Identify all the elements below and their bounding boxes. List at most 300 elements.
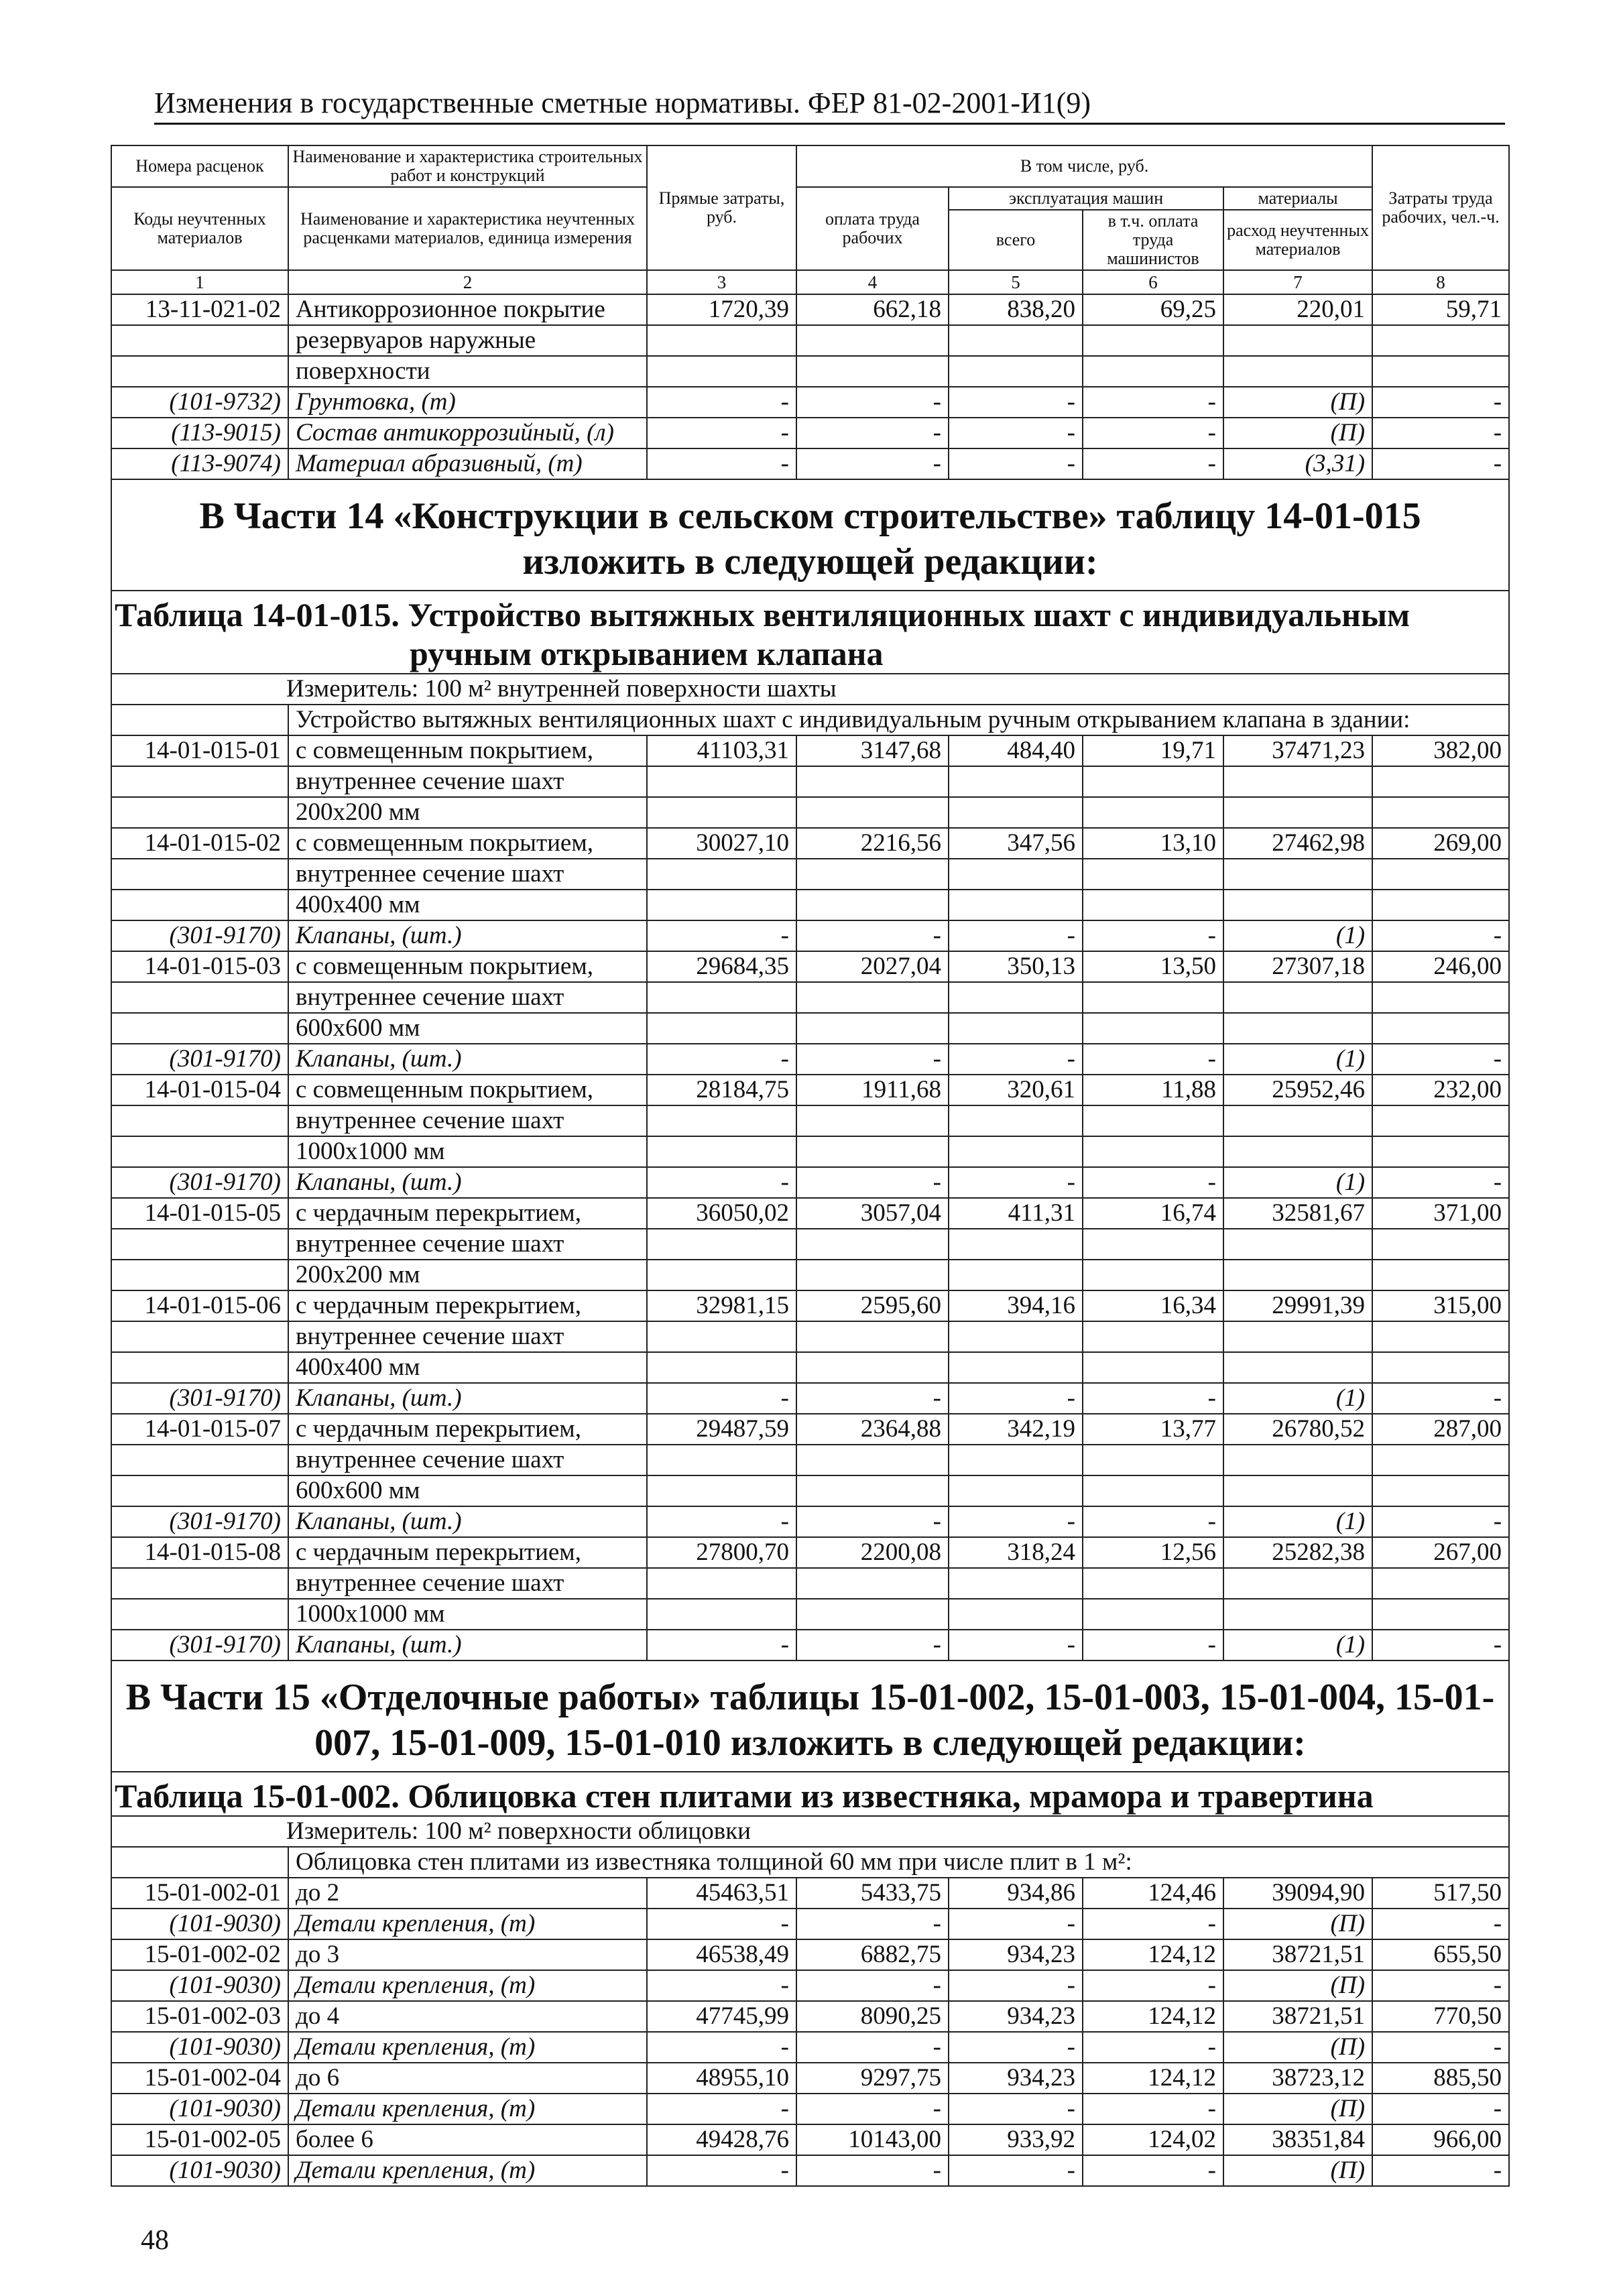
cell-value bbox=[1083, 797, 1223, 828]
cell-value bbox=[1372, 982, 1509, 1013]
cell-value: - bbox=[796, 2094, 949, 2124]
part15-rows bbox=[111, 1878, 1509, 2186]
cell-value: 32981,15 bbox=[647, 1290, 796, 1321]
cell-value bbox=[796, 1260, 949, 1290]
cell-code: (113-9074) bbox=[111, 448, 288, 479]
cell-name: с совмещенным покрытием, bbox=[288, 828, 647, 859]
cell-value: - bbox=[647, 2032, 796, 2063]
table-row bbox=[111, 1290, 1509, 1321]
table-row bbox=[111, 890, 1509, 920]
table-row bbox=[111, 1075, 1509, 1105]
cell-value bbox=[1083, 1445, 1223, 1475]
cell-name: Материал абразивный, (т) bbox=[288, 448, 647, 479]
cell-value bbox=[1083, 1352, 1223, 1383]
cell-value bbox=[1083, 325, 1223, 356]
table-head bbox=[111, 145, 1509, 294]
cell-value: 32581,67 bbox=[1223, 1198, 1372, 1229]
cell-name: 1000x1000 мм bbox=[288, 1599, 647, 1630]
table-14-01-015-subheader: Устройство вытяжных вентиляционных шахт с индивидуальным ручным открыванием клапана в здании: bbox=[288, 705, 1509, 735]
material-row bbox=[111, 418, 1509, 448]
cell-code: 14-01-015-07 bbox=[111, 1414, 288, 1445]
table-row bbox=[111, 1475, 1509, 1506]
table-15-01-002-measure: Измеритель: 100 м² поверхности облицовки bbox=[111, 1816, 1509, 1847]
cell-value bbox=[949, 797, 1083, 828]
cell-value bbox=[647, 1352, 796, 1383]
cell-value: (1) bbox=[1223, 1044, 1372, 1075]
cell-value: (П) bbox=[1223, 387, 1372, 418]
col-number: 1 bbox=[111, 270, 288, 294]
material-row bbox=[111, 1044, 1509, 1075]
cell-value bbox=[1223, 890, 1372, 920]
cell-value: - bbox=[647, 1909, 796, 1939]
cell-value: 934,23 bbox=[949, 1939, 1083, 1970]
cell-value: - bbox=[1083, 1970, 1223, 2001]
cell-value: - bbox=[647, 1167, 796, 1198]
machines-header: эксплуатация машин bbox=[949, 187, 1223, 210]
cell-value bbox=[796, 766, 949, 797]
cell-code: 14-01-015-01 bbox=[111, 735, 288, 766]
cell-value bbox=[1083, 982, 1223, 1013]
cell-value: - bbox=[1083, 1909, 1223, 1939]
cell-name: до 6 bbox=[288, 2063, 647, 2094]
cell-value: - bbox=[796, 1630, 949, 1660]
table-row bbox=[111, 1352, 1509, 1383]
cell-value bbox=[1083, 766, 1223, 797]
cell-value bbox=[796, 1229, 949, 1260]
cell-value: 655,50 bbox=[1372, 1939, 1509, 1970]
cell-value: - bbox=[949, 2155, 1083, 2186]
cell-value: 69,25 bbox=[1083, 294, 1223, 325]
cell-name: внутреннее сечение шахт bbox=[288, 1568, 647, 1599]
cell-code: (101-9030) bbox=[111, 2032, 288, 2063]
cell-value: - bbox=[949, 2032, 1083, 2063]
cell-value: - bbox=[796, 1909, 949, 1939]
cell-code: (301-9170) bbox=[111, 1167, 288, 1198]
material-row bbox=[111, 2094, 1509, 2124]
col-number: 8 bbox=[1372, 270, 1509, 294]
cell-value bbox=[647, 1260, 796, 1290]
cell-value: 124,12 bbox=[1083, 1939, 1223, 1970]
cell-value bbox=[1083, 1260, 1223, 1290]
cell-value: - bbox=[949, 1506, 1083, 1537]
cell-value: - bbox=[1083, 1630, 1223, 1660]
cell-value: 38351,84 bbox=[1223, 2124, 1372, 2155]
cell-value: - bbox=[796, 2155, 949, 2186]
cell-value: 662,18 bbox=[796, 294, 949, 325]
cell-code bbox=[111, 1568, 288, 1599]
title-line-1: Таблица 14-01-015. Устройство вытяжных вентиляционных шахт с индивидуальным bbox=[115, 596, 1410, 633]
cell-value: (П) bbox=[1223, 418, 1372, 448]
running-header: Изменения в государственные сметные нормативы. ФЕР 81-02-2001-И1(9) bbox=[154, 86, 1505, 125]
cell-value bbox=[1083, 1105, 1223, 1136]
cell-value: 5433,75 bbox=[796, 1878, 949, 1909]
cell-code: 14-01-015-05 bbox=[111, 1198, 288, 1229]
cell-value: - bbox=[949, 920, 1083, 951]
cell-name: Детали крепления, (т) bbox=[288, 2094, 647, 2124]
cell-value: 16,74 bbox=[1083, 1198, 1223, 1229]
cell-value bbox=[796, 1013, 949, 1044]
cell-value: - bbox=[1372, 448, 1509, 479]
cell-value: 371,00 bbox=[1372, 1198, 1509, 1229]
cell-value bbox=[796, 982, 949, 1013]
cell-name: внутреннее сечение шахт bbox=[288, 1105, 647, 1136]
cell-value: 29991,39 bbox=[1223, 1290, 1372, 1321]
table-row bbox=[111, 735, 1509, 766]
cell-value bbox=[1083, 1013, 1223, 1044]
cell-value: - bbox=[949, 418, 1083, 448]
col2-header-top: Наименование и характеристика строительных работ и конструкций bbox=[288, 145, 647, 187]
cell-value: - bbox=[1083, 2094, 1223, 2124]
cell-value: - bbox=[1372, 1630, 1509, 1660]
cell-value bbox=[796, 1136, 949, 1167]
cell-value: - bbox=[1083, 1167, 1223, 1198]
cell-value: - bbox=[1372, 1970, 1509, 2001]
cell-value: - bbox=[949, 1970, 1083, 2001]
cell-value bbox=[796, 859, 949, 890]
cell-value bbox=[1083, 1475, 1223, 1506]
col-number: 5 bbox=[949, 270, 1083, 294]
cell-code bbox=[111, 797, 288, 828]
cell-value bbox=[1083, 356, 1223, 387]
cell-code: (101-9030) bbox=[111, 1909, 288, 1939]
col7-header: расход неучтенных материалов bbox=[1223, 210, 1372, 270]
material-row bbox=[111, 1909, 1509, 1939]
cell-code: 14-01-015-06 bbox=[111, 1290, 288, 1321]
cell-value: (3,31) bbox=[1223, 448, 1372, 479]
cell-value: - bbox=[1372, 2094, 1509, 2124]
cell-value bbox=[949, 356, 1083, 387]
title-line-2: ручным открыванием клапана bbox=[410, 635, 884, 672]
cell-value bbox=[949, 1321, 1083, 1352]
cell-value bbox=[1223, 982, 1372, 1013]
cell-code bbox=[111, 1013, 288, 1044]
cell-code: 14-01-015-08 bbox=[111, 1537, 288, 1568]
cell-name: 400x400 мм bbox=[288, 1352, 647, 1383]
page-number: 48 bbox=[141, 2225, 169, 2256]
cell-value: 966,00 bbox=[1372, 2124, 1509, 2155]
cell-value bbox=[1372, 1229, 1509, 1260]
cell-value: - bbox=[796, 1383, 949, 1414]
cell-value: 2364,88 bbox=[796, 1414, 949, 1445]
cell-value bbox=[647, 325, 796, 356]
col4-header: оплата труда рабочих bbox=[796, 187, 949, 270]
cell-value: 30027,10 bbox=[647, 828, 796, 859]
cell-name: резервуаров наружные bbox=[288, 325, 647, 356]
cell-name: Клапаны, (шт.) bbox=[288, 1167, 647, 1198]
cell-value: 29487,59 bbox=[647, 1414, 796, 1445]
part14-intro bbox=[111, 479, 1509, 735]
cell-value bbox=[949, 1445, 1083, 1475]
cell-code bbox=[111, 1229, 288, 1260]
cell-code: 15-01-002-02 bbox=[111, 1939, 288, 1970]
cell-name: 600x600 мм bbox=[288, 1475, 647, 1506]
cell-value: 2027,04 bbox=[796, 951, 949, 982]
cell-name: внутреннее сечение шахт bbox=[288, 982, 647, 1013]
cell-value bbox=[949, 1599, 1083, 1630]
cell-code bbox=[111, 1352, 288, 1383]
cell-value bbox=[1372, 890, 1509, 920]
cell-value: 12,56 bbox=[1083, 1537, 1223, 1568]
cell-value: (1) bbox=[1223, 1630, 1372, 1660]
table-row bbox=[111, 1445, 1509, 1475]
cell-value bbox=[1223, 1229, 1372, 1260]
table-row bbox=[111, 797, 1509, 828]
cell-value bbox=[647, 766, 796, 797]
cell-value bbox=[647, 356, 796, 387]
cell-code bbox=[111, 1445, 288, 1475]
cell-value: - bbox=[1372, 1506, 1509, 1537]
cell-value: 347,56 bbox=[949, 828, 1083, 859]
cell-value: - bbox=[1372, 387, 1509, 418]
cell-code: (113-9015) bbox=[111, 418, 288, 448]
table-row bbox=[111, 1013, 1509, 1044]
cell-value: 11,88 bbox=[1083, 1075, 1223, 1105]
cell-value bbox=[1083, 859, 1223, 890]
cell-value bbox=[949, 1352, 1083, 1383]
cell-value: 484,40 bbox=[949, 735, 1083, 766]
cell-value bbox=[949, 325, 1083, 356]
cell-value: (1) bbox=[1223, 1167, 1372, 1198]
cell-value: - bbox=[1372, 920, 1509, 951]
cell-value bbox=[949, 1105, 1083, 1136]
cell-value bbox=[1372, 1599, 1509, 1630]
cell-value: 3147,68 bbox=[796, 735, 949, 766]
cell-value bbox=[1083, 1229, 1223, 1260]
cell-value: - bbox=[949, 2094, 1083, 2124]
cell-code bbox=[111, 325, 288, 356]
cell-code bbox=[111, 766, 288, 797]
cell-name: 200x200 мм bbox=[288, 797, 647, 828]
cell-value bbox=[647, 890, 796, 920]
cell-value bbox=[1223, 1352, 1372, 1383]
cell-value: (П) bbox=[1223, 2094, 1372, 2124]
material-row bbox=[111, 1383, 1509, 1414]
material-row bbox=[111, 1630, 1509, 1660]
cell-value: 1720,39 bbox=[647, 294, 796, 325]
cell-value: (П) bbox=[1223, 2155, 1372, 2186]
cell-value: 934,23 bbox=[949, 2063, 1083, 2094]
cell-value bbox=[796, 356, 949, 387]
cell-value: 838,20 bbox=[949, 294, 1083, 325]
cell-value: - bbox=[647, 1970, 796, 2001]
cell-value: 10143,00 bbox=[796, 2124, 949, 2155]
cell-code: 15-01-002-04 bbox=[111, 2063, 288, 2094]
cell-value bbox=[796, 1105, 949, 1136]
cell-value bbox=[647, 1475, 796, 1506]
cell-value: 13,10 bbox=[1083, 828, 1223, 859]
cell-value: - bbox=[1372, 418, 1509, 448]
cell-value bbox=[1372, 797, 1509, 828]
material-row bbox=[111, 387, 1509, 418]
cell-code: (101-9030) bbox=[111, 1970, 288, 2001]
cell-value bbox=[1223, 797, 1372, 828]
cell-value bbox=[1372, 1321, 1509, 1352]
cell-value: - bbox=[949, 1383, 1083, 1414]
cell-value: - bbox=[1083, 1044, 1223, 1075]
col3-header: Прямые затраты, руб. bbox=[647, 145, 796, 270]
part14-banner: В Части 14 «Конструкции в сельском строительстве» таблицу 14-01-015 изложить в следующей редакции: bbox=[111, 479, 1509, 591]
cell-value bbox=[1223, 356, 1372, 387]
table-row bbox=[111, 356, 1509, 387]
cell-value: - bbox=[1083, 448, 1223, 479]
cell-code: 15-01-002-01 bbox=[111, 1878, 288, 1909]
part14-rows bbox=[111, 735, 1509, 1660]
cell-code: 14-01-015-03 bbox=[111, 951, 288, 982]
cell-name: с чердачным перекрытием, bbox=[288, 1290, 647, 1321]
cell-value bbox=[796, 1568, 949, 1599]
cell-value: 934,86 bbox=[949, 1878, 1083, 1909]
cell-value bbox=[647, 1445, 796, 1475]
cell-value bbox=[949, 890, 1083, 920]
cell-name: более 6 bbox=[288, 2124, 647, 2155]
cell-value: - bbox=[1372, 1383, 1509, 1414]
cell-value: - bbox=[647, 2094, 796, 2124]
cell-value: - bbox=[647, 448, 796, 479]
block-13-rows bbox=[111, 294, 1509, 479]
cell-value bbox=[1372, 1568, 1509, 1599]
cell-value bbox=[1372, 1105, 1509, 1136]
cell-value bbox=[1083, 890, 1223, 920]
cell-name: с совмещенным покрытием, bbox=[288, 951, 647, 982]
cell-value: (П) bbox=[1223, 2032, 1372, 2063]
cell-value bbox=[1223, 1568, 1372, 1599]
cell-value: - bbox=[796, 1167, 949, 1198]
cell-value: 933,92 bbox=[949, 2124, 1083, 2155]
cell-value: 318,24 bbox=[949, 1537, 1083, 1568]
cell-value: - bbox=[1083, 1506, 1223, 1537]
cell-value: 9297,75 bbox=[796, 2063, 949, 2094]
cell-value: 29684,35 bbox=[647, 951, 796, 982]
cell-name: внутреннее сечение шахт bbox=[288, 1445, 647, 1475]
cell-value: 25282,38 bbox=[1223, 1537, 1372, 1568]
cell-code: 14-01-015-02 bbox=[111, 828, 288, 859]
cell-value: 48955,10 bbox=[647, 2063, 796, 2094]
cell-value: 220,01 bbox=[1223, 294, 1372, 325]
cell-value bbox=[1223, 1105, 1372, 1136]
cell-name: внутреннее сечение шахт bbox=[288, 1321, 647, 1352]
cell-value bbox=[1372, 1013, 1509, 1044]
cell-value bbox=[949, 1260, 1083, 1290]
cell-value bbox=[949, 766, 1083, 797]
cell-value: 770,50 bbox=[1372, 2001, 1509, 2032]
cell-value: 38721,51 bbox=[1223, 2001, 1372, 2032]
cell-code bbox=[111, 356, 288, 387]
cell-value bbox=[796, 1321, 949, 1352]
col8-header: Затраты труда рабочих, чел.-ч. bbox=[1372, 145, 1509, 270]
cell-value bbox=[796, 1445, 949, 1475]
cell-name: Клапаны, (шт.) bbox=[288, 1383, 647, 1414]
cell-code: (301-9170) bbox=[111, 1383, 288, 1414]
table-row bbox=[111, 1136, 1509, 1167]
cell-value: 59,71 bbox=[1372, 294, 1509, 325]
cell-value: 46538,49 bbox=[647, 1939, 796, 1970]
cell-value bbox=[1223, 325, 1372, 356]
cell-value: 411,31 bbox=[949, 1198, 1083, 1229]
cell-value: 124,12 bbox=[1083, 2063, 1223, 2094]
cell-code bbox=[111, 1321, 288, 1352]
cell-value bbox=[1372, 1352, 1509, 1383]
cell-value: 2216,56 bbox=[796, 828, 949, 859]
table-row bbox=[111, 1414, 1509, 1445]
cell-value bbox=[647, 982, 796, 1013]
cell-value: - bbox=[647, 1630, 796, 1660]
col-number: 3 bbox=[647, 270, 796, 294]
cell-value: 232,00 bbox=[1372, 1075, 1509, 1105]
cell-value: 25952,46 bbox=[1223, 1075, 1372, 1105]
cell-value: - bbox=[1083, 387, 1223, 418]
cell-value bbox=[1223, 1445, 1372, 1475]
cell-value bbox=[647, 797, 796, 828]
cell-value bbox=[1372, 325, 1509, 356]
cell-value bbox=[1372, 859, 1509, 890]
cell-value bbox=[1372, 356, 1509, 387]
column-numbers-row bbox=[111, 270, 1509, 294]
cell-value: 124,12 bbox=[1083, 2001, 1223, 2032]
cell-name: Клапаны, (шт.) bbox=[288, 1630, 647, 1660]
cell-name: с чердачным перекрытием, bbox=[288, 1537, 647, 1568]
cell-value bbox=[1223, 1013, 1372, 1044]
part15-banner: В Части 15 «Отделочные работы» таблицы 15-01-002, 15-01-003, 15-01-004, 15-01-007, 15-01-009, 15-01-010 изложить в следующей редакции: bbox=[111, 1660, 1509, 1772]
cell-value bbox=[1083, 1321, 1223, 1352]
cell-name: с чердачным перекрытием, bbox=[288, 1198, 647, 1229]
cell-code: (301-9170) bbox=[111, 1044, 288, 1075]
cell-name: Грунтовка, (т) bbox=[288, 387, 647, 418]
part15-intro bbox=[111, 1660, 1509, 1878]
cell-code bbox=[111, 982, 288, 1013]
cell-value: 41103,31 bbox=[647, 735, 796, 766]
cell-value: - bbox=[796, 448, 949, 479]
cell-value: - bbox=[647, 2155, 796, 2186]
cell-code: 15-01-002-05 bbox=[111, 2124, 288, 2155]
cell-name: Антикоррозионное покрытие bbox=[288, 294, 647, 325]
cell-value: - bbox=[1083, 2032, 1223, 2063]
cell-value bbox=[949, 1475, 1083, 1506]
cell-value bbox=[949, 1013, 1083, 1044]
cell-name: Состав антикоррозийный, (л) bbox=[288, 418, 647, 448]
cell-value: 47745,99 bbox=[647, 2001, 796, 2032]
cell-code bbox=[111, 1475, 288, 1506]
cell-value: 8090,25 bbox=[796, 2001, 949, 2032]
table-row bbox=[111, 1599, 1509, 1630]
material-row bbox=[111, 1970, 1509, 2001]
cell-value: (1) bbox=[1223, 1383, 1372, 1414]
cell-value: 1911,68 bbox=[796, 1075, 949, 1105]
cell-value: 934,23 bbox=[949, 2001, 1083, 2032]
material-row bbox=[111, 1167, 1509, 1198]
cell-name: 400x400 мм bbox=[288, 890, 647, 920]
cell-value: 517,50 bbox=[1372, 1878, 1509, 1909]
col6-header: в т.ч. оплата труда машинистов bbox=[1083, 210, 1223, 270]
col1-header-top: Номера расценок bbox=[111, 145, 288, 187]
cell-value: 19,71 bbox=[1083, 735, 1223, 766]
cell-value: 39094,90 bbox=[1223, 1878, 1372, 1909]
cell-value: - bbox=[647, 1506, 796, 1537]
cell-value: 16,34 bbox=[1083, 1290, 1223, 1321]
cell-value: 6882,75 bbox=[796, 1939, 949, 1970]
cell-value bbox=[1372, 1445, 1509, 1475]
cell-value bbox=[949, 1568, 1083, 1599]
col-number: 7 bbox=[1223, 270, 1372, 294]
table-row bbox=[111, 2124, 1509, 2155]
table-row bbox=[111, 859, 1509, 890]
cell-value: 394,16 bbox=[949, 1290, 1083, 1321]
cell-name: с совмещенным покрытием, bbox=[288, 735, 647, 766]
table-row bbox=[111, 951, 1509, 982]
cell-value: 382,00 bbox=[1372, 735, 1509, 766]
cell-code: (301-9170) bbox=[111, 1506, 288, 1537]
cell-code: (301-9170) bbox=[111, 920, 288, 951]
cell-name: внутреннее сечение шахт bbox=[288, 766, 647, 797]
